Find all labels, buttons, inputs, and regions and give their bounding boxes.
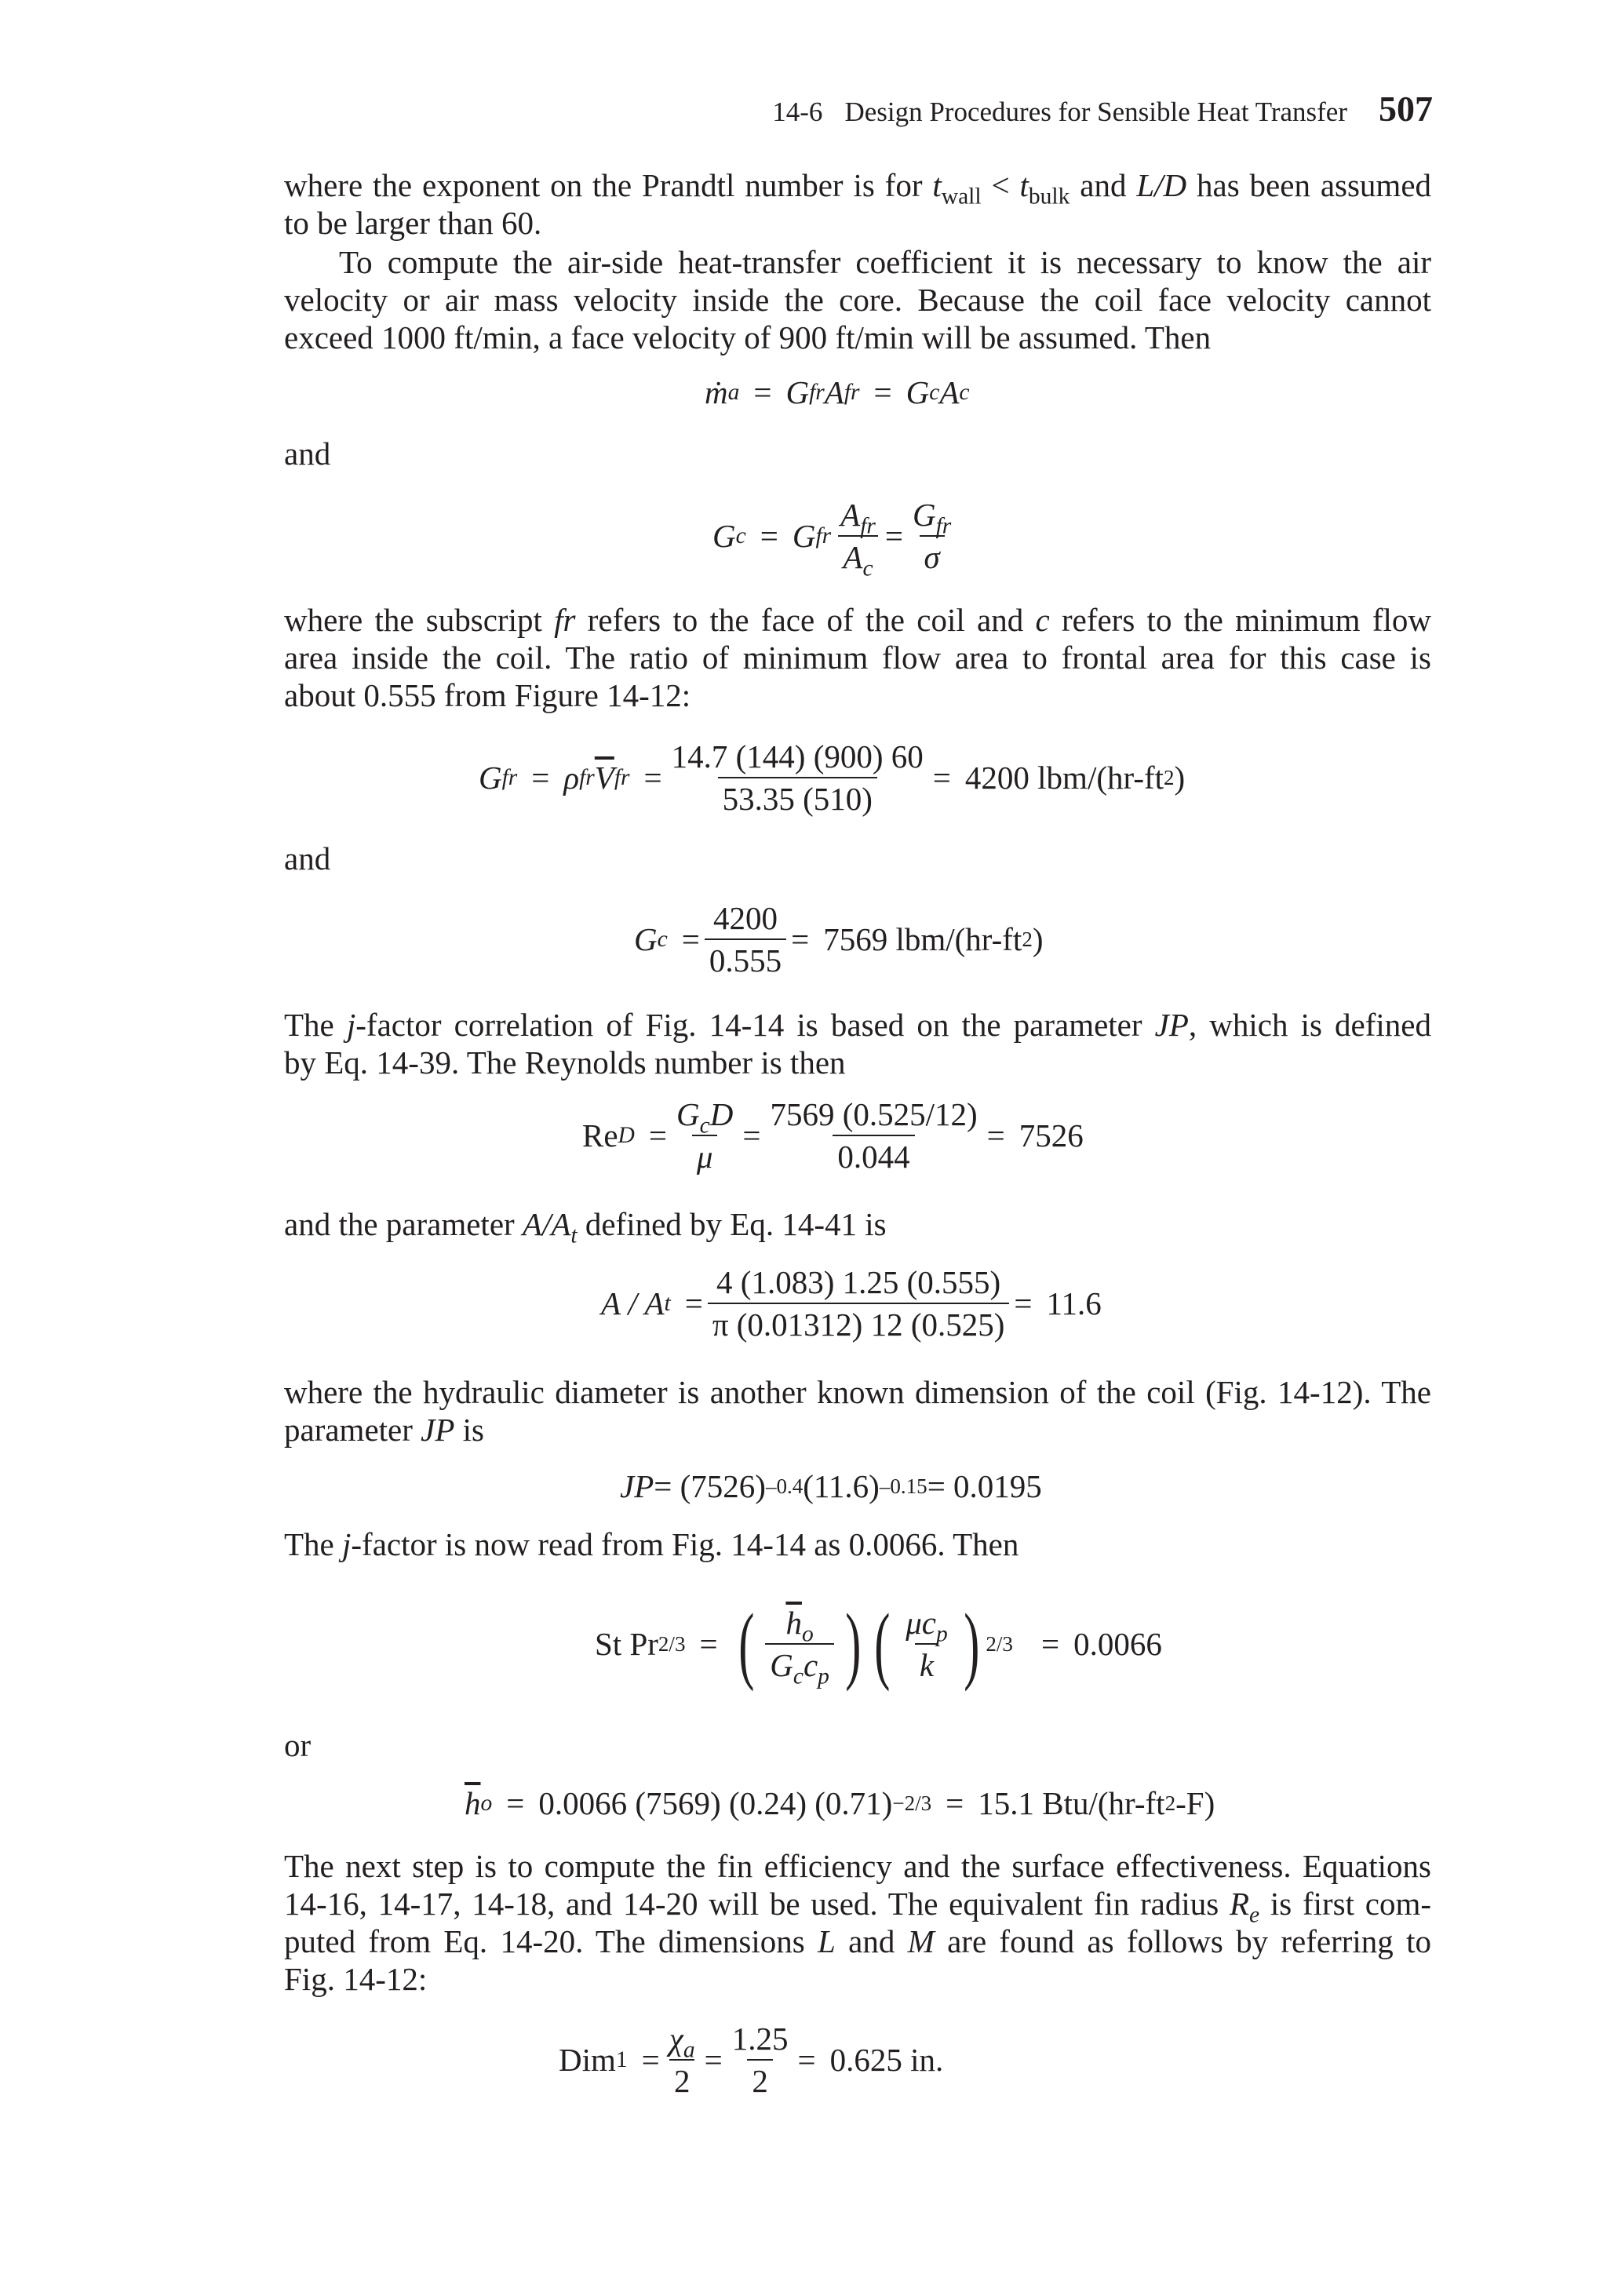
- paragraph-line: puted from Eq. 14-20. The dimensions L and M are found as follows by referring to: [284, 1923, 1431, 1959]
- equation-jp: JP = (7526) –0.4 (11.6) –0.15 = 0.0195: [620, 1468, 1042, 1504]
- paragraph-line: Fig. 14-12:: [284, 1961, 428, 1997]
- fraction: $\frac{G_{fr}}{\sigma}$: [913, 497, 952, 575]
- fraction: $\frac{\overline{h}_o}{G_cc_p}$: [765, 1605, 834, 1682]
- running-header: [772, 88, 1433, 129]
- fraction: $\frac{\chi_a}{2}$: [669, 2021, 695, 2099]
- paragraph-line: by Eq. 14-39. The Reynolds number is then: [284, 1044, 846, 1081]
- equation-area-ratio: A / A t = $\frac{4 (1.083) 1.25 (0.555)}{\pi (0.01312) 12 (0.525)}$ = 11.6: [601, 1264, 1102, 1343]
- paragraph-line: velocity or air mass velocity inside the core. Because the coil face velocity cannot: [284, 282, 1431, 318]
- paragraph-line: about 0.555 from Figure 14-12:: [284, 677, 691, 713]
- paragraph-line: where the subscript fr refers to the face of the coil and c refers to the minimum flow: [284, 602, 1431, 638]
- paragraph-line: to be larger than 60.: [284, 205, 542, 241]
- paragraph-line: exceed 1000 ft/min, a face velocity of 900 ft/min will be assumed. Then: [284, 319, 1212, 355]
- paragraph-line: and the parameter $A/A_t$ defined by Eq. 14-41 is: [284, 1206, 887, 1248]
- section-title: Design Procedures for Sensible Heat Transfer: [844, 97, 1347, 127]
- equation-frontal-mass-velocity: G fr = ρ fr $\overline{V}$ fr = $\frac{14.7 (144) (900) 60}{53.35 (510)}$ = 4200 lbm/(hr-ft 2 ): [479, 738, 1186, 817]
- fraction: $\frac{1.25}{2}$: [731, 2021, 789, 2099]
- equation-stanton: St Pr 2/3 = ( $\frac{\overline{h}_o}{G_cc_p}$ ) ( $\frac{\mu c_p}{k}$ ) 2/3 = 0.0066: [595, 1596, 1162, 1692]
- paragraph-line: The next step is to compute the fin efficiency and the surface effectiveness. Equations: [284, 1848, 1431, 1884]
- fraction: $\frac{14.7 (144) (900) 60}{53.35 (510)}$: [671, 738, 924, 817]
- paragraph-line: parameter JP is: [284, 1412, 484, 1448]
- paragraph-line: where the hydraulic diameter is another known dimension of the coil (Fig. 14-12). The: [284, 1374, 1431, 1410]
- paragraph-line: area inside the coil. The ratio of minimum flow area to frontal area for this case is: [284, 640, 1431, 676]
- page-number: 507: [1379, 89, 1433, 129]
- paragraph-line: The j-factor correlation of Fig. 14-14 is based on the parameter JP, which is defined: [284, 1007, 1431, 1043]
- paragraph-line: where the exponent on the Prandtl number is for $t_{wall} < t_{bulk}$ and L/D has been assumed: [284, 167, 1432, 210]
- fraction: $\frac{G_cD}{\mu}$: [676, 1096, 734, 1175]
- equation-reynolds: Re D = $\frac{G_cD}{\mu}$ = $\frac{7569 (0.525/12)}{0.044}$ = 7526: [582, 1096, 1084, 1175]
- equation-mass-flow: ṁ a = G fr A fr = G c A c: [705, 374, 970, 410]
- fraction: $\frac{4 (1.083) 1.25 (0.555)}{\pi (0.01312) 12 (0.525)}$: [708, 1265, 1010, 1342]
- fraction: $\frac{A_{fr}}{A_c}$: [836, 497, 880, 574]
- connector-text: or: [284, 1727, 312, 1763]
- equation-core-mass-velocity: G c = G fr $\frac{A_{fr}}{A_c}$ = $\frac{G_{fr}}{\sigma}$: [712, 497, 960, 574]
- connector-text: and: [284, 840, 331, 876]
- paragraph-line: To compute the air-side heat-transfer coefficient it is necessary to know the air: [339, 244, 1431, 280]
- connector-text: and: [284, 436, 331, 472]
- fraction: $\frac{4200}{0.555}$: [705, 901, 786, 978]
- equation-dim1: Dim 1 = $\frac{\chi_a}{2}$ = $\frac{1.25}{2}$ = 0.625 in.: [559, 2021, 944, 2099]
- section-number: 14-6: [772, 97, 823, 127]
- fraction: $\frac{7569 (0.525/12)}{0.044}$: [770, 1096, 978, 1175]
- equation-heat-transfer-coefficient: $\overline{h}$ o = 0.0066 (7569) (0.24) (0.71) −2/3 = 15.1 Btu/(hr-ft 2 -F): [465, 1785, 1215, 1821]
- paragraph-line: The j-factor is now read from Fig. 14-14 as 0.0066. Then: [284, 1526, 1019, 1562]
- equation-gc: G c = $\frac{4200}{0.555}$ = 7569 lbm/(hr-ft 2 ): [634, 900, 1044, 979]
- fraction: $\frac{\mu c_p}{k}$: [906, 1605, 948, 1683]
- paragraph-line: 14-16, 14-17, 14-18, and 14-20 will be used. The equivalent fin radius $R_e$ is first com-: [284, 1886, 1431, 1928]
